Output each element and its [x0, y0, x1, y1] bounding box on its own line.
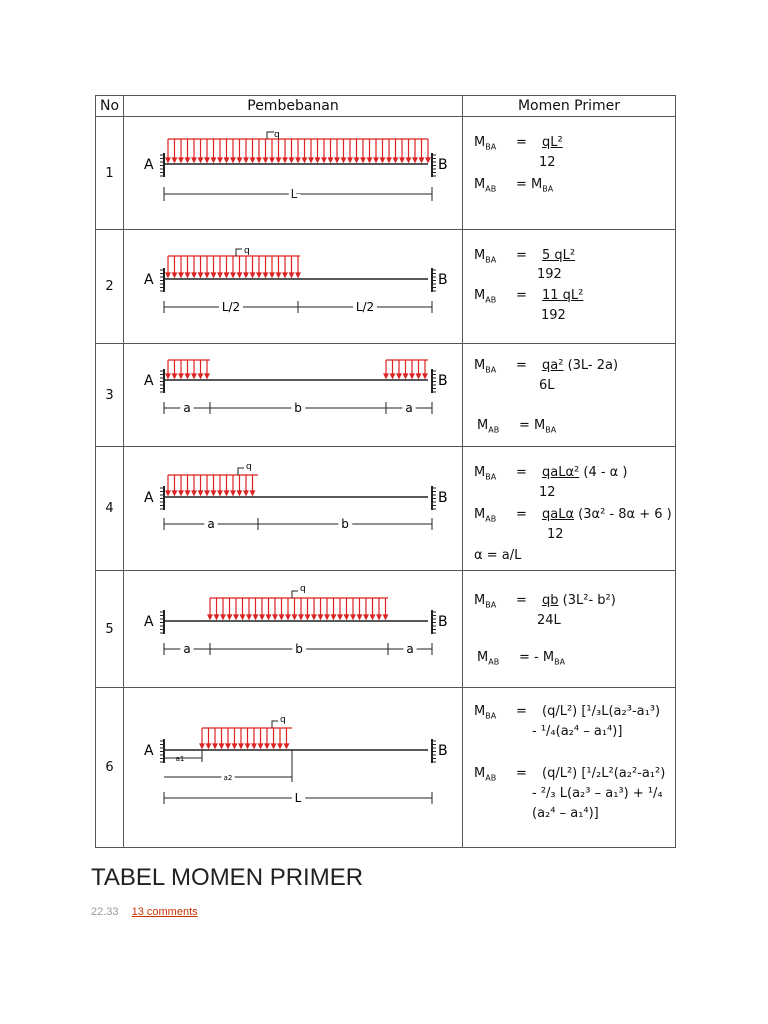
dim-label-L-half: L/2 [355, 300, 375, 314]
loading-diagram-cell [124, 230, 463, 344]
load-label: q [244, 246, 250, 256]
load-arrow-head [306, 615, 310, 619]
formula-mba: $M_{BA} = (q/L^2)$ [¹/₃L(a₂³-a₁³) [474, 704, 661, 721]
load-arrow-head [260, 615, 264, 619]
support-label-b: B [438, 373, 448, 389]
load-arrows [166, 139, 430, 162]
load-arrow-head [296, 158, 300, 162]
load-arrow-head [387, 158, 391, 162]
load-arrow-head [299, 615, 303, 619]
moment-cell [463, 230, 676, 344]
load-arrow-head [423, 374, 427, 378]
support-label-b: B [438, 157, 448, 173]
load-arrow-head [212, 273, 216, 277]
partial-load [166, 475, 258, 495]
load-arrow-head [410, 374, 414, 378]
load-arrow-head [166, 491, 170, 495]
load-arrow-head [394, 158, 398, 162]
load-arrow-head [199, 374, 203, 378]
end-loads [166, 360, 428, 378]
load-arrow-head [338, 615, 342, 619]
formula-mab: $M_{AB} = (q/L^2)$ [¹/₂L²(a₂²-a₁²) [474, 766, 666, 783]
load-arrow-head [218, 273, 222, 277]
load-arrow-head [192, 374, 196, 378]
load-arrow-head [241, 615, 245, 619]
load-arrow-head [355, 158, 359, 162]
row-number: 2 [96, 230, 124, 344]
moment-cell [463, 117, 676, 230]
load-arrow-head [384, 374, 388, 378]
load-arrow-head [309, 158, 313, 162]
support-label-a: A [144, 743, 154, 759]
support-label-a: A [144, 373, 154, 389]
load-arrow-head [234, 615, 238, 619]
load-arrow-head [231, 158, 235, 162]
load-arrow-head [192, 491, 196, 495]
beam-diagram [124, 117, 462, 229]
load-arrow-head [186, 158, 190, 162]
load-arrow-head [345, 615, 349, 619]
formula-mba-den: 6L [539, 378, 555, 393]
load-label: q [274, 130, 280, 140]
load-arrow-head [391, 374, 395, 378]
load-arrow-head [215, 615, 219, 619]
post-time: 22.33 [91, 906, 119, 918]
row-number: 4 [96, 447, 124, 571]
load-arrow-head [332, 615, 336, 619]
load-arrow-head [186, 273, 190, 277]
load-arrow-head [377, 615, 381, 619]
formula-mab: $M_{AB} = 11$ qL² [474, 288, 584, 305]
load-arrow-head [238, 491, 242, 495]
load-arrow-head [199, 158, 203, 162]
load-arrow-head [238, 273, 242, 277]
load-arrow-head [270, 158, 274, 162]
load-arrow-head [166, 158, 170, 162]
comments-link[interactable]: 13 comments [131, 906, 198, 918]
moment-cell [463, 447, 676, 571]
load-arrow-head [179, 273, 183, 277]
load-arrow-head [280, 615, 284, 619]
formula-mba: $M_{BA} = qaL\alpha^2$ (4 - α ) [474, 465, 628, 482]
load-arrow-head [251, 491, 255, 495]
beam-diagram [124, 344, 462, 446]
loading-diagram-cell [124, 117, 463, 230]
load-arrow-head [199, 491, 203, 495]
dim-label-a2: a2 [223, 774, 233, 782]
loading-diagram-cell [124, 447, 463, 571]
load-arrow-head [225, 158, 229, 162]
formula-mab: $M_{AB} = M_{BA}$ [474, 177, 554, 194]
load-arrow-head [265, 744, 269, 748]
table-header-row [96, 96, 676, 117]
load-arrow-head [342, 158, 346, 162]
load-arrow-head [212, 158, 216, 162]
formula-mab-cont: - ²/₃ L(a₂³ – a₁³) + ¹/₄ [532, 786, 663, 801]
load-arrow-head [358, 615, 362, 619]
load-arrow-head [397, 374, 401, 378]
load-arrow-head [312, 615, 316, 619]
support-label-a: A [144, 614, 154, 630]
table-row [96, 688, 676, 848]
load-arrow-head [278, 744, 282, 748]
load-label: q [300, 584, 306, 594]
load-arrow-head [272, 744, 276, 748]
load-arrow-head [303, 158, 307, 162]
load-arrow-head [351, 615, 355, 619]
formula-mba-den: 12 [539, 155, 556, 170]
table-row [96, 447, 676, 571]
load-arrow-head [228, 615, 232, 619]
load-arrow-head [371, 615, 375, 619]
loading-diagram-cell [124, 344, 463, 447]
load-arrow-head [316, 158, 320, 162]
beam-diagram [124, 230, 462, 343]
loading-diagram-cell [124, 571, 463, 688]
load-arrow-head [205, 374, 209, 378]
partial-load [200, 728, 292, 748]
row-number: 1 [96, 117, 124, 230]
formula-mba-den: 24L [537, 613, 561, 628]
load-arrow-head [244, 273, 248, 277]
dim-label-L-half: L/2 [221, 300, 241, 314]
load-arrow-head [293, 615, 297, 619]
load-arrow-head [325, 615, 329, 619]
load-label: q [280, 715, 286, 725]
load-arrow-head [239, 744, 243, 748]
formula-mba-cont: - ¹/₄(a₂⁴ – a₁⁴)] [532, 724, 623, 739]
support-label-a: A [144, 272, 154, 288]
load-arrow-head [364, 615, 368, 619]
formula-mba: $M_{BA}$ = qb (3L²- b²) [474, 593, 616, 610]
load-arrow-head [420, 158, 424, 162]
load-arrow-head [252, 744, 256, 748]
load-arrow-head [173, 158, 177, 162]
load-arrow-head [207, 744, 211, 748]
load-arrow-head [417, 374, 421, 378]
load-arrow-head [277, 158, 281, 162]
load-arrow-head [173, 491, 177, 495]
load-arrow-head [200, 744, 204, 748]
load-arrow-head [166, 273, 170, 277]
load-arrow-head [179, 158, 183, 162]
dim-label-a: a [183, 642, 191, 656]
load-arrow-head [246, 744, 250, 748]
formula-mba: $M_{BA} = qL^2$ [474, 135, 563, 152]
load-arrow-head [348, 158, 352, 162]
table-row [96, 117, 676, 230]
support-label-b: B [438, 743, 448, 759]
load-arrow-head [361, 158, 365, 162]
load-arrow-head [264, 273, 268, 277]
load-arrow-head [329, 158, 333, 162]
load-arrow-head [244, 491, 248, 495]
table-row [96, 571, 676, 688]
moment-table [95, 95, 676, 848]
load-arrow-head [247, 615, 251, 619]
load-arrow-head [226, 744, 230, 748]
dim-label-a1: a1 [175, 755, 185, 763]
beam-diagram [124, 571, 462, 687]
load-arrow-head [225, 273, 229, 277]
formula-mab-den: 12 [547, 527, 564, 542]
load-arrow-head [283, 158, 287, 162]
formula-mab: $M_{AB}$ = - $M_{BA}$ [477, 650, 566, 667]
load-arrow-head [225, 491, 229, 495]
load-arrow-head [319, 615, 323, 619]
formula-mab-cont: (a₂⁴ – a₁⁴)] [532, 806, 599, 821]
moment-cell [463, 688, 676, 848]
load-arrow-head [426, 158, 430, 162]
load-arrow-head [257, 158, 261, 162]
formula-mba-den: 192 [537, 267, 562, 282]
load-arrow-head [231, 491, 235, 495]
formula-mab: $M_{AB} = qaL\alpha$ (3α² - 8α + 6 ) [474, 507, 672, 524]
beam-diagram [124, 447, 462, 570]
load-arrow-head [413, 158, 417, 162]
beam-diagram [124, 688, 462, 847]
row-number: 6 [96, 688, 124, 848]
dim-label-b: b [341, 517, 349, 531]
post-meta [91, 906, 198, 918]
load-arrow-head [407, 158, 411, 162]
load-arrow-head [384, 615, 388, 619]
load-arrow-head [233, 744, 237, 748]
load-arrow-head [257, 273, 261, 277]
formula-mba: $M_{BA} = qa^2$ (3L- 2a) [474, 358, 619, 375]
formula-mba: $M_{BA} = 5$ qL² [474, 248, 576, 265]
load-arrow-head [208, 615, 212, 619]
load-arrow-head [335, 158, 339, 162]
load-arrow-head [290, 158, 294, 162]
support-label-b: B [438, 272, 448, 288]
load-arrow-head [213, 744, 217, 748]
support-label-b: B [438, 490, 448, 506]
table-row [96, 344, 676, 447]
load-arrow-head [368, 158, 372, 162]
load-arrow-head [244, 158, 248, 162]
table-row [96, 230, 676, 344]
load-arrow-head [205, 273, 209, 277]
load-arrow-head [186, 491, 190, 495]
dim-label-a: a [183, 401, 191, 415]
load-arrow-head [218, 158, 222, 162]
load-arrow-head [238, 158, 242, 162]
load-arrow-head [220, 744, 224, 748]
load-arrow-head [286, 615, 290, 619]
load-arrow-head [212, 491, 216, 495]
dim-label-b: b [295, 642, 303, 656]
header-no: No [96, 96, 124, 117]
loading-diagram-cell [124, 688, 463, 848]
support-label-a: A [144, 157, 154, 173]
load-arrow-head [186, 374, 190, 378]
load-arrow-head [173, 273, 177, 277]
dim-label-a: a [207, 517, 215, 531]
load-arrow-head [270, 273, 274, 277]
load-arrow-head [179, 374, 183, 378]
row-number: 3 [96, 344, 124, 447]
formula-mab: $M_{AB} = M_{BA}$ [477, 418, 557, 435]
load-label: q [246, 462, 252, 472]
dim-label-a: a [405, 401, 413, 415]
uniform-load [166, 139, 430, 162]
load-arrow-head [179, 491, 183, 495]
load-arrow-head [199, 273, 203, 277]
support-label-a: A [144, 490, 154, 506]
load-arrow-head [290, 273, 294, 277]
load-arrow-head [267, 615, 271, 619]
header-loading: Pembebanan [124, 96, 463, 117]
load-arrow-head [254, 615, 258, 619]
moment-cell [463, 344, 676, 447]
load-arrow-head [400, 158, 404, 162]
load-arrow-head [205, 158, 209, 162]
load-arrow-head [285, 744, 289, 748]
load-arrow-head [221, 615, 225, 619]
load-arrow-head [259, 744, 263, 748]
load-arrow-head [192, 273, 196, 277]
load-arrow-head [277, 273, 281, 277]
load-arrow-head [374, 158, 378, 162]
load-arrow-head [166, 374, 170, 378]
load-arrow-head [192, 158, 196, 162]
load-arrow-head [283, 273, 287, 277]
formula-alpha: α = a/L [474, 548, 522, 563]
load-arrow-head [251, 158, 255, 162]
formula-mab-den: 192 [541, 308, 566, 323]
dim-label-a: a [406, 642, 414, 656]
load-arrow-head [296, 273, 300, 277]
load-arrow-head [264, 158, 268, 162]
dim-label-L: L [290, 187, 298, 201]
post-title: TABEL MOMEN PRIMER [91, 864, 364, 891]
row-number: 5 [96, 571, 124, 688]
formula-mba-den: 12 [539, 485, 556, 500]
load-arrow-head [173, 374, 177, 378]
load-arrow-head [381, 158, 385, 162]
load-arrow-head [273, 615, 277, 619]
header-moment: Momen Primer [463, 96, 676, 117]
load-arrow-head [231, 273, 235, 277]
middle-load [208, 598, 388, 619]
load-arrow-head [218, 491, 222, 495]
load-arrow-head [251, 273, 255, 277]
load-arrow-head [322, 158, 326, 162]
partial-load [166, 256, 300, 277]
load-arrow-head [404, 374, 408, 378]
support-label-b: B [438, 614, 448, 630]
dim-label-L: L [294, 791, 302, 805]
dim-label-b: b [294, 401, 302, 415]
load-arrow-head [205, 491, 209, 495]
moment-cell [463, 571, 676, 688]
